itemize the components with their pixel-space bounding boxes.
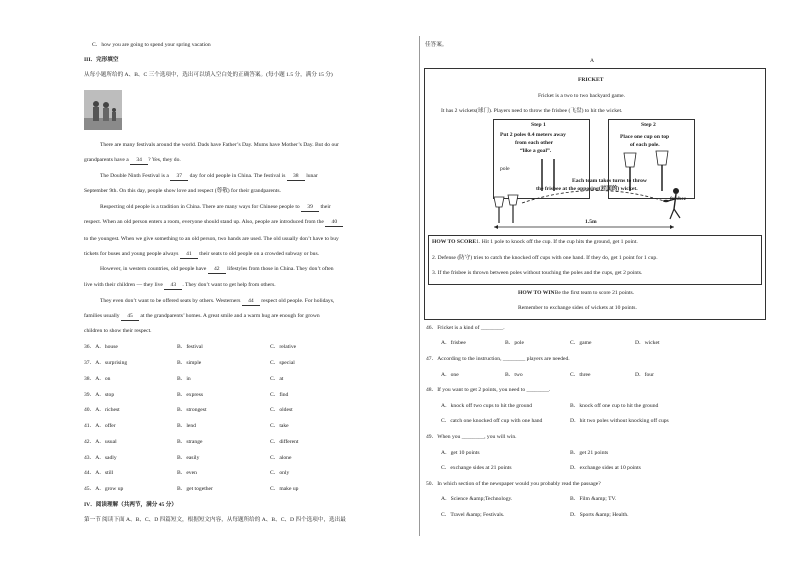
section-iii-heading: III．完形填空 <box>84 57 119 63</box>
blank-44: 44 <box>242 298 260 306</box>
paragraph-2-line-1: The Double Ninth Festival is a 37 day for old people in China. The festival is 38 lunar <box>100 173 318 179</box>
option-36-c: C．relative <box>270 344 297 350</box>
option-row-40: 40．A．richest <box>84 407 120 413</box>
section-iv-heading: IV．阅读理解（共两节，满分 45 分） <box>84 502 177 508</box>
option-row-39: 39．A．stop <box>84 392 115 398</box>
option-45-b: B．get together <box>177 486 213 492</box>
question-48: 48．If you want to get 2 points, you need to ________. <box>426 387 551 393</box>
q49-option-c: C．exchange sides at 21 points <box>441 465 512 471</box>
q46-option-a: A．frisbee <box>441 340 466 346</box>
step-2-label: Step 2 <box>641 122 656 128</box>
blank-43: 43 <box>164 282 182 290</box>
blank-41: 41 <box>180 251 198 259</box>
grandparents-photo <box>84 90 122 130</box>
paragraph-3-line-4: tickets for buses and young people always 41 their seats to old people on a crowded subway or bus. <box>84 251 320 257</box>
option-39-c: C．find <box>270 392 289 398</box>
paragraph-2-line-2: September 9th. On this day, people show love and respect (尊敬) for their grandparents. <box>84 188 281 194</box>
column-divider <box>419 36 420 536</box>
blank-37: 37 <box>170 173 188 181</box>
frisbee-label: frisbee <box>670 196 687 202</box>
blank-34: 34 <box>130 157 148 165</box>
q47-option-c: C．three <box>570 372 591 378</box>
instruction-continuation: 佳答案。 <box>425 42 448 48</box>
option-38-c: C．at <box>270 376 284 382</box>
question-46: 46．Fricket is a kind of ________. <box>426 325 505 331</box>
option-44-c: C．only <box>270 470 290 476</box>
q46-option-d: D．wicket <box>635 340 660 346</box>
q50-option-d: D．Sports &amp; Health. <box>570 512 629 518</box>
q47-option-b: B．two <box>505 372 523 378</box>
q50-option-c: C．Travel &amp; Festivals. <box>441 512 505 518</box>
q47-option-d: D．four <box>635 372 654 378</box>
q49-option-b: B．get 21 points <box>570 450 609 456</box>
option-row-44: 44．A．still <box>84 470 114 476</box>
step-1-text-3: “like a goal”. <box>520 148 552 154</box>
option-36-b: B．festival <box>177 344 203 350</box>
option-39-b: B．express <box>177 392 204 398</box>
question-50: 50．In which section of the newspaper would you probably read the passage? <box>426 481 601 487</box>
paragraph-3-line-2: respect. When an old person enters a room, everyone should stand up. Also, people are introduced from the 40 <box>84 219 343 227</box>
paragraph-1-line-2: grandparents have a 34 ? Yes, they do. <box>84 157 181 163</box>
q48-option-b: B．knock off one cup to hit the ground <box>570 403 659 409</box>
option-40-b: B．strongest <box>177 407 207 413</box>
exchange-reminder: Remember to exchange sides of wickets at 10 points. <box>518 305 637 311</box>
how-to-win: HOW TO WINBe the first team to score 21 points. <box>518 290 635 296</box>
paragraph-5-line-2: families usually 45 at the grandparents’ homes. A great smile and a warm hug are enough for grown <box>84 313 320 319</box>
option-45-c: C．make up <box>270 486 299 492</box>
paragraph-5-line-3: children to show their respect. <box>84 328 152 334</box>
option-41-b: B．lend <box>177 423 196 429</box>
score-rule-1: HOW TO SCORE1. Hit 1 pole to knock off the cup. If the cup hits the ground, get 1 point. <box>432 239 638 245</box>
q48-option-d: D．hit two poles without knocking off cups <box>570 418 669 424</box>
option-42-c: C．different <box>270 439 299 445</box>
poster-intro-1: Fricket is a two to two backyard game. <box>538 93 625 99</box>
paragraph-4-line-2: live with their children — they live 43 . They don’t want to get help from others. <box>84 282 276 288</box>
poster-title: FRICKET <box>578 77 604 83</box>
option-row-36: 36．A．house <box>84 344 118 350</box>
q50-option-a: A．Science &amp;Technology. <box>441 496 513 502</box>
option-c-previous: C．how you are going to spend your spring vacation <box>92 42 211 48</box>
option-38-b: B．in <box>177 376 191 382</box>
option-row-45: 45．A．grow up <box>84 486 124 492</box>
option-row-38: 38．A．on <box>84 376 111 382</box>
q47-option-a: A．one <box>441 372 459 378</box>
option-40-c: C．oldest <box>270 407 293 413</box>
step-1-label: Step 1 <box>531 122 546 128</box>
option-37-b: B．simple <box>177 360 202 366</box>
step-1-text-1: Put 2 poles 0.4 meters away <box>500 132 566 138</box>
option-row-43: 43．A．sadly <box>84 455 117 461</box>
q49-option-a: A．get 10 points <box>441 450 480 456</box>
step-2-text-2: of each pole. <box>630 142 660 148</box>
q50-option-b: B．Film &amp; TV. <box>570 496 617 502</box>
q48-option-a: A．knock off two cups to hit the ground <box>441 403 533 409</box>
blank-45: 45 <box>121 313 139 321</box>
option-43-c: C．alone <box>270 455 292 461</box>
paragraph-3-line-3: to the youngest. When we give something to an old person, two hands are used. The old usually don’t have to buy <box>84 236 339 242</box>
q46-option-b: B．pole <box>505 340 524 346</box>
option-37-c: C．special <box>270 360 295 366</box>
option-row-37: 37．A．surprising <box>84 360 128 366</box>
option-row-42: 42．A．usual <box>84 439 117 445</box>
turns-text-1: Each team takes turns to throw <box>572 178 647 184</box>
step-1-text-2: from each other <box>515 140 554 146</box>
option-43-b: B．easily <box>177 455 200 461</box>
option-42-b: B．strange <box>177 439 203 445</box>
paragraph-4-line-1: However, in western countries, old people have 42 lifestyles from those in China. They don’t often <box>100 266 334 272</box>
q48-option-c: C．catch one knocked off cup with one hand <box>441 418 543 424</box>
distance-label: 1.5m <box>585 219 597 225</box>
paragraph-3-line-1: Respecting old people is a tradition in China. There are many ways for Chinese people to 39 their <box>100 204 331 210</box>
paragraph-5-line-1: They even don’t want to be offered seats by others. Westerners 44 respect old people. For holidays, <box>100 298 335 304</box>
q46-option-c: C．game <box>570 340 592 346</box>
question-49: 49．When you ________, you will win. <box>426 434 517 440</box>
turns-text-2: the frisbee at the opposing(对面的) wicket. <box>536 186 638 192</box>
option-41-c: C．take <box>270 423 289 429</box>
question-47: 47．According to the instruction, ________ players are needed. <box>426 356 570 362</box>
score-rule-3: 3. If the frisbee is thrown between poles without touching the poles and the cups, get 2 points. <box>432 270 643 276</box>
paragraph-1-line-1: There are many festivals around the world. Dads have Father’s Day. Mums have Mother’s Day. But do our <box>100 142 339 148</box>
pole-label: pole <box>500 166 510 172</box>
option-44-b: B．even <box>177 470 197 476</box>
blank-38: 38 <box>287 173 305 181</box>
blank-42: 42 <box>208 266 226 274</box>
option-row-41: 41．A．offer <box>84 423 116 429</box>
step-2-text-1: Place one cup on top <box>620 134 670 140</box>
passage-letter: A <box>590 58 595 64</box>
reading-part1-instructions: 第一节 阅读下面 A、B、C、D 四篇短文，根据短文内容，从每题所给的 A、B、C、D 四个选项中，选出最 <box>84 517 346 523</box>
q49-option-d: D．exchange sides at 10 points <box>570 465 641 471</box>
fricket-illustration <box>424 119 764 234</box>
blank-39: 39 <box>301 204 319 212</box>
cloze-instructions: 从每小题所给的 A、B、C 三个选项中，选出可以填入空白处的正确答案。(每小题 1.5 分，满分 15 分) <box>84 72 333 78</box>
blank-40: 40 <box>325 219 343 227</box>
poster-intro-2: It has 2 wickets(球门). Players need to throw the frisbee (飞盘) to hit the wicket. <box>441 108 623 114</box>
score-rule-2: 2. Defense (防守) tries to catch the knocked off cups with one hand. If they do, get 1 point for 1 cup. <box>432 255 658 261</box>
